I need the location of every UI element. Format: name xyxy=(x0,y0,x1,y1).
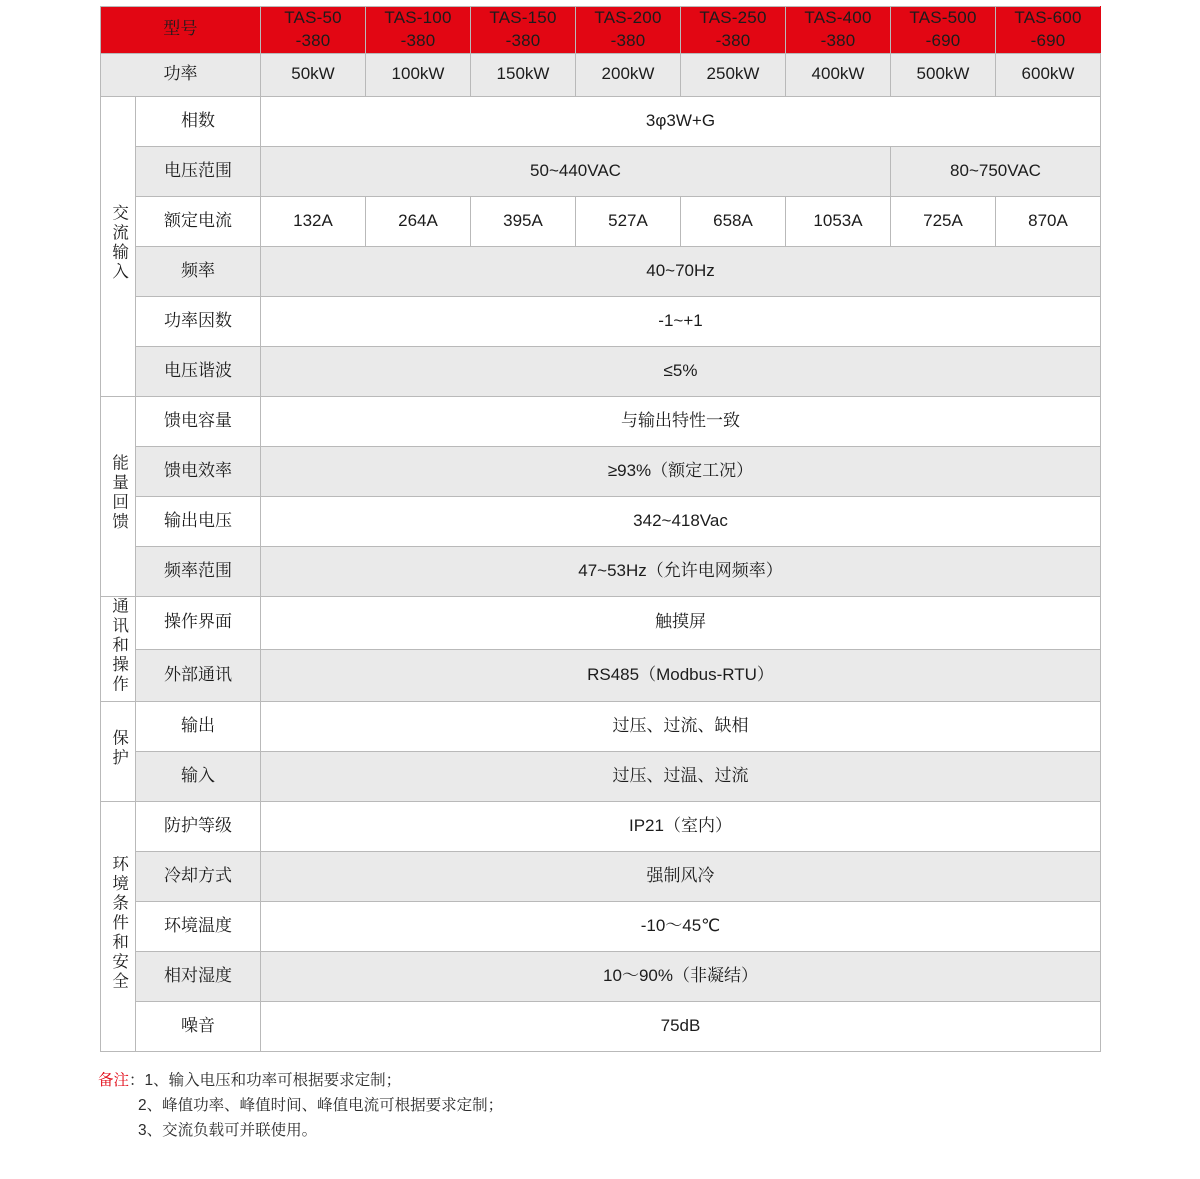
header-model-6 xyxy=(891,7,996,54)
table-row xyxy=(101,752,1101,802)
model-name-line2: -380 xyxy=(610,30,646,50)
section-category-label: 通讯和操作 xyxy=(109,596,128,695)
row-value-full: 过压、过温、过流 xyxy=(261,752,1101,802)
model-name-line2: -380 xyxy=(715,30,751,50)
row-value-7: 870A xyxy=(996,196,1101,246)
row-value-0: 132A xyxy=(261,196,366,246)
row-label: 馈电效率 xyxy=(136,446,261,496)
power-value-7: 600kW xyxy=(996,53,1101,96)
table-row xyxy=(101,296,1101,346)
model-name-line2: -690 xyxy=(1030,30,1066,50)
row-label: 电压范围 xyxy=(136,146,261,196)
row-value-full: 强制风冷 xyxy=(261,852,1101,902)
row-value-full: ≥93%（额定工况） xyxy=(261,446,1101,496)
row-value-4: 658A xyxy=(681,196,786,246)
table-row xyxy=(101,546,1101,596)
notes-block xyxy=(98,1068,1118,1143)
table-row xyxy=(101,446,1101,496)
section-category-label: 能量回馈 xyxy=(109,453,128,532)
notes-label: 备注 xyxy=(98,1072,130,1089)
header-model-0 xyxy=(261,7,366,54)
table-row xyxy=(101,146,1101,196)
row-value-full: RS485（Modbus-RTU） xyxy=(261,649,1101,702)
row-label: 额定电流 xyxy=(136,196,261,246)
section-category-4 xyxy=(101,802,136,1052)
header-model-7 xyxy=(996,7,1101,54)
table-row xyxy=(101,902,1101,952)
header-model-5 xyxy=(786,7,891,54)
section-category-3 xyxy=(101,702,136,802)
power-value-4: 250kW xyxy=(681,53,786,96)
row-value-full: 10～90%（非凝结） xyxy=(261,952,1101,1002)
table-row xyxy=(101,346,1101,396)
row-label: 相数 xyxy=(136,96,261,146)
power-value-3: 200kW xyxy=(576,53,681,96)
row-label-power: 功率 xyxy=(101,53,261,96)
row-value-full: 触摸屏 xyxy=(261,596,1101,649)
note-line-3 xyxy=(98,1118,1118,1143)
table-row xyxy=(101,1002,1101,1052)
model-name-line1: TAS-100 xyxy=(384,8,452,27)
row-value-full: IP21（室内） xyxy=(261,802,1101,852)
table-row-power xyxy=(101,53,1101,96)
table-row xyxy=(101,246,1101,296)
table-row xyxy=(101,649,1101,702)
note-text-3: 3、交流负载可并联使用。 xyxy=(138,1122,318,1140)
table-row xyxy=(101,952,1101,1002)
specification-table xyxy=(100,6,1101,1052)
row-value-5: 1053A xyxy=(786,196,891,246)
row-label: 输出电压 xyxy=(136,496,261,546)
table-row xyxy=(101,496,1101,546)
table-row xyxy=(101,196,1101,246)
section-category-label: 交流输入 xyxy=(109,203,128,282)
model-name-line2: -380 xyxy=(400,30,436,50)
header-model-label: 型号 xyxy=(101,7,261,54)
row-label: 相对湿度 xyxy=(136,952,261,1002)
row-label: 防护等级 xyxy=(136,802,261,852)
row-value-6: 725A xyxy=(891,196,996,246)
table-row xyxy=(101,396,1101,446)
table-row xyxy=(101,852,1101,902)
table-row xyxy=(101,596,1101,649)
power-value-2: 150kW xyxy=(471,53,576,96)
section-category-1 xyxy=(101,396,136,596)
table-row xyxy=(101,702,1101,752)
row-value-full: 75dB xyxy=(261,1002,1101,1052)
model-name-line1: TAS-400 xyxy=(804,8,872,27)
power-value-6: 500kW xyxy=(891,53,996,96)
header-model-2 xyxy=(471,7,576,54)
note-text-2: 2、峰值功率、峰值时间、峰值电流可根据要求定制； xyxy=(138,1097,504,1115)
model-name-line1: TAS-50 xyxy=(284,8,342,27)
row-label: 环境温度 xyxy=(136,902,261,952)
row-value-full: 342~418Vac xyxy=(261,496,1101,546)
model-name-line1: TAS-500 xyxy=(909,8,977,27)
row-value-2: 395A xyxy=(471,196,576,246)
power-value-5: 400kW xyxy=(786,53,891,96)
model-name-line1: TAS-200 xyxy=(594,8,662,27)
power-value-0: 50kW xyxy=(261,53,366,96)
row-label: 电压谐波 xyxy=(136,346,261,396)
table-header-row xyxy=(101,7,1101,54)
row-value-full: -1~+1 xyxy=(261,296,1101,346)
row-label: 频率范围 xyxy=(136,546,261,596)
row-value-span-0: 50~440VAC xyxy=(261,146,891,196)
row-value-3: 527A xyxy=(576,196,681,246)
row-label: 冷却方式 xyxy=(136,852,261,902)
section-category-0 xyxy=(101,96,136,396)
row-label: 外部通讯 xyxy=(136,649,261,702)
model-name-line2: -690 xyxy=(925,30,961,50)
header-model-1 xyxy=(366,7,471,54)
model-name-line2: -380 xyxy=(505,30,541,50)
table-row xyxy=(101,96,1101,146)
section-category-2 xyxy=(101,596,136,701)
row-label: 馈电容量 xyxy=(136,396,261,446)
row-value-span-1: 80~750VAC xyxy=(891,146,1101,196)
note-line-1 xyxy=(98,1068,1118,1093)
note-line-2 xyxy=(98,1093,1118,1118)
header-model-3 xyxy=(576,7,681,54)
row-value-full: 过压、过流、缺相 xyxy=(261,702,1101,752)
row-label: 噪音 xyxy=(136,1002,261,1052)
row-value-1: 264A xyxy=(366,196,471,246)
row-label: 输出 xyxy=(136,702,261,752)
model-name-line1: TAS-250 xyxy=(699,8,767,27)
row-label: 频率 xyxy=(136,246,261,296)
model-name-line1: TAS-600 xyxy=(1014,8,1082,27)
row-value-full: 40~70Hz xyxy=(261,246,1101,296)
power-value-1: 100kW xyxy=(366,53,471,96)
row-value-full: 与输出特性一致 xyxy=(261,396,1101,446)
section-category-label: 保护 xyxy=(109,728,128,768)
section-category-label: 环境条件和安全 xyxy=(109,855,128,992)
model-name-line2: -380 xyxy=(820,30,856,50)
row-value-full: 3φ3W+G xyxy=(261,96,1101,146)
note-text-1: ：1、输入电压和功率可根据要求定制； xyxy=(129,1072,402,1089)
model-name-line2: -380 xyxy=(295,30,331,50)
model-name-line1: TAS-150 xyxy=(489,8,557,27)
row-value-full: ≤5% xyxy=(261,346,1101,396)
row-value-full: 47~53Hz（允许电网频率） xyxy=(261,546,1101,596)
row-label: 功率因数 xyxy=(136,296,261,346)
row-label: 操作界面 xyxy=(136,596,261,649)
table-row xyxy=(101,802,1101,852)
row-label: 输入 xyxy=(136,752,261,802)
row-value-full: -10～45℃ xyxy=(261,902,1101,952)
header-model-4 xyxy=(681,7,786,54)
